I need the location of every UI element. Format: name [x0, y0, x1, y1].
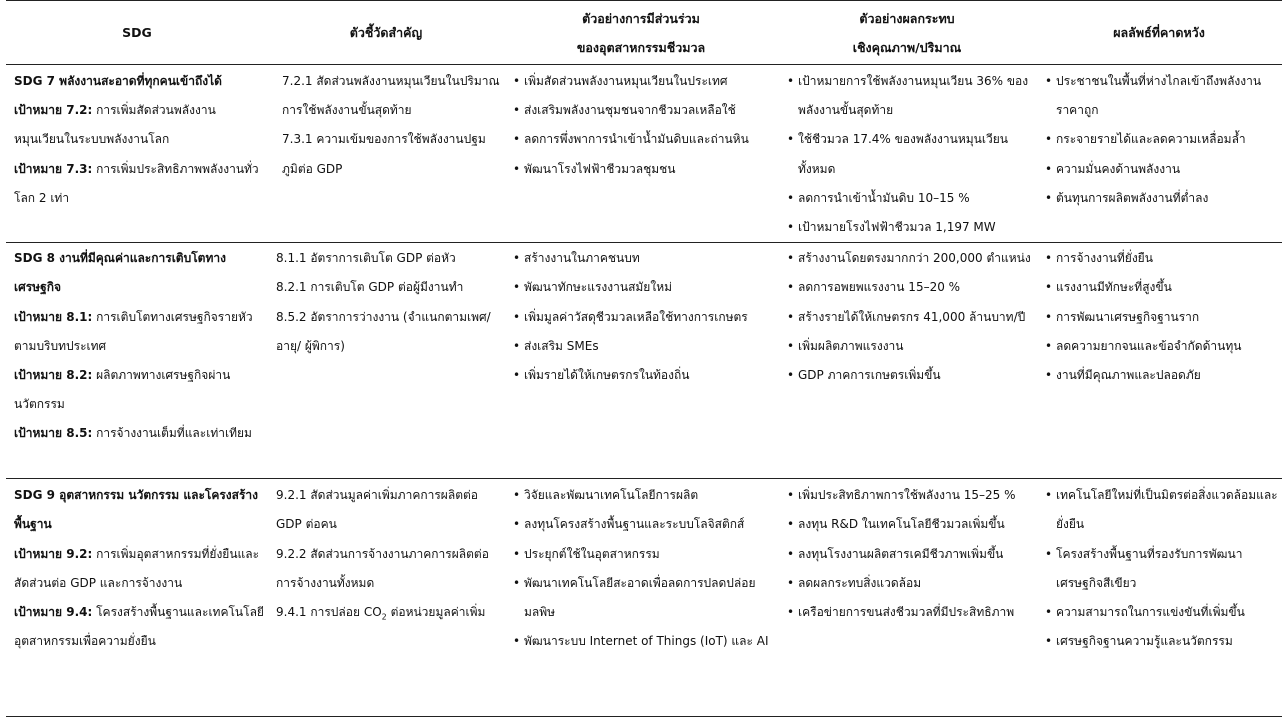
list-item: • ลดการนำเข้าน้ำมันดิบ 10–15 % [786, 184, 1032, 213]
table-row [6, 243, 1282, 479]
list-item: • ลงทุนโรงงานผลิตสารเคมีชีวภาพเพิ่มขึ้น [786, 540, 1032, 569]
list-item: • ลดการพึ่งพาการนำเข้าน้ำมันดิบและถ่านหิน [512, 125, 774, 154]
list-item: • ประชาชนในพื้นที่ห่างไกลเข้าถึงพลังงานราคาถูก [1044, 67, 1278, 125]
list-item: • สร้างรายได้ให้เกษตรกร 41,000 ล้านบาท/ปี [786, 303, 1032, 332]
indicator-item: 8.1.1 อัตราการเติบโต GDP ต่อหัว [276, 251, 456, 266]
impacts-cell [778, 479, 1036, 717]
sdg-goal-cell [6, 479, 268, 717]
list-item: • กระจายรายได้และลดความเหลื่อมล้ำ [1044, 125, 1278, 154]
contributions-cell [504, 479, 778, 717]
header-contributions: ตัวอย่างการมีส่วนร่วม ของอุตสาหกรรมชีวมวล [504, 1, 778, 65]
list-item: • สร้างงานในภาคชนบท [512, 244, 774, 273]
indicator-item: 8.5.2 อัตราการว่างงาน (จำแนกตามเพศ/ อายุ/ ผู้พิการ) [276, 309, 491, 353]
header-impacts: ตัวอย่างผลกระทบ เชิงคุณภาพ/ปริมาณ [778, 1, 1036, 65]
list-item: • ลดความยากจนและข้อจำกัดด้านทุน [1044, 332, 1278, 361]
table-row [6, 65, 1282, 243]
list-item: • พัฒนาระบบ Internet of Things (IoT) และ AI [512, 627, 774, 656]
list-item: • ส่งเสริม SMEs [512, 332, 774, 361]
list-item: • การจ้างงานที่ยั่งยืน [1044, 244, 1278, 273]
list-item: • พัฒนาทักษะแรงงานสมัยใหม่ [512, 273, 774, 302]
sdg-goal-title: SDG 7 พลังงานสะอาดที่ทุกคนเข้าถึงได้ [14, 74, 222, 88]
list-item: • ใช้ชีวมวล 17.4% ของพลังงานหมุนเวียนทั้งหมด [786, 125, 1032, 183]
list-item: • งานที่มีคุณภาพและปลอดภัย [1044, 361, 1278, 390]
list-item: • แรงงานมีทักษะที่สูงขึ้น [1044, 273, 1278, 302]
list-item: • เทคโนโลยีใหม่ที่เป็นมิตรต่อสิ่งแวดล้อมและยั่งยืน [1044, 481, 1278, 539]
indicator-item: 7.2.1 สัดส่วนพลังงานหมุนเวียนในปริมาณการใช้พลังงานขั้นสุดท้าย [282, 74, 500, 118]
list-item: • โครงสร้างพื้นฐานที่รองรับการพัฒนาเศรษฐกิจสีเขียว [1044, 540, 1278, 598]
list-item: • ลงทุน R&D ในเทคโนโลยีชีวมวลเพิ่มขึ้น [786, 510, 1032, 539]
header-row [6, 1, 1282, 65]
list-item: • วิจัยและพัฒนาเทคโนโลยีการผลิต [512, 481, 774, 510]
list-item: • ความสามารถในการแข่งขันที่เพิ่มขึ้น [1044, 598, 1278, 627]
list-item: • สร้างงานโดยตรงมากกว่า 200,000 ตำแหน่ง [786, 244, 1032, 273]
outcomes-cell [1036, 65, 1282, 243]
list-item: • ต้นทุนการผลิตพลังงานที่ต่ำลง [1044, 184, 1278, 213]
sdg-goal-cell [6, 65, 268, 243]
sdg-target: เป้าหมาย 8.5: การจ้างงานเต็มที่และเท่าเทียม [14, 426, 252, 441]
indicator-item: 9.2.1 สัดส่วนมูลค่าเพิ่มภาคการผลิตต่อ GDP ต่อคน [276, 488, 478, 532]
list-item: • เพิ่มสัดส่วนพลังงานหมุนเวียนในประเทศ [512, 67, 774, 96]
list-item: • ความมั่นคงด้านพลังงาน [1044, 155, 1278, 184]
impacts-cell [778, 243, 1036, 479]
list-item: • เพิ่มผลิตภาพแรงงาน [786, 332, 1032, 361]
contributions-cell [504, 65, 778, 243]
sdg-goal-title: SDG 9 อุตสาหกรรม นวัตกรรม และโครงสร้างพื้นฐาน [14, 488, 259, 532]
indicator-item: 7.3.1 ความเข้มของการใช้พลังงานปฐมภูมิต่อ GDP [282, 132, 486, 176]
outcomes-cell [1036, 479, 1282, 717]
sdg-goal-title: SDG 8 งานที่มีคุณค่าและการเติบโตทางเศรษฐกิจ [14, 251, 226, 295]
sdg-target: เป้าหมาย 7.3: การเพิ่มประสิทธิภาพพลังงานทั่วโลก 2 เท่า [14, 161, 259, 205]
list-item: • พัฒนาโรงไฟฟ้าชีวมวลชุมชน [512, 155, 774, 184]
sdg-target: เป้าหมาย 8.1: การเติบโตทางเศรษฐกิจรายหัวตามบริบทประเทศ [14, 309, 253, 353]
table-row [6, 479, 1282, 717]
list-item: • ลดการอพยพแรงงาน 15–20 % [786, 273, 1032, 302]
sdg-target: เป้าหมาย 7.2: การเพิ่มสัดส่วนพลังงานหมุนเวียนในระบบพลังงานโลก [14, 103, 216, 147]
list-item: • GDP ภาคการเกษตรเพิ่มขึ้น [786, 361, 1032, 390]
header-indicators: ตัวชี้วัดสำคัญ [268, 1, 504, 65]
list-item: • ส่งเสริมพลังงานชุมชนจากชีวมวลเหลือใช้ [512, 96, 774, 125]
impacts-cell [778, 65, 1036, 243]
list-item: • เพิ่มมูลค่าวัสดุชีวมวลเหลือใช้ทางการเกษตร [512, 303, 774, 332]
sdg-target: เป้าหมาย 8.2: ผลิตภาพทางเศรษฐกิจผ่านนวัตกรรม [14, 368, 231, 412]
list-item: • เพิ่มรายได้ให้เกษตรกรในท้องถิ่น [512, 361, 774, 390]
contributions-cell [504, 243, 778, 479]
list-item: • ลดผลกระทบสิ่งแวดล้อม [786, 569, 1032, 598]
list-item: • เป้าหมายการใช้พลังงานหมุนเวียน 36% ของพลังงานขั้นสุดท้าย [786, 67, 1032, 125]
indicators-cell [268, 479, 504, 717]
indicator-item-co2: 9.4.1 การปล่อย $CO_2$ ต่อหน่วยมูลค่าเพิ่ม [276, 605, 486, 622]
list-item: • พัฒนาเทคโนโลยีสะอาดเพื่อลดการปลดปล่อยมลพิษ [512, 569, 774, 627]
list-item: • เศรษฐกิจฐานความรู้และนวัตกรรม [1044, 627, 1278, 656]
indicator-item: 9.2.2 สัดส่วนการจ้างงานภาคการผลิตต่อการจ้างงานทั้งหมด [276, 546, 489, 590]
indicators-cell [268, 243, 504, 479]
sdg-target: เป้าหมาย 9.4: โครงสร้างพื้นฐานและเทคโนโลยีอุตสาหกรรมเพื่อความยั่งยืน [14, 605, 264, 649]
list-item: • เพิ่มประสิทธิภาพการใช้พลังงาน 15–25 % [786, 481, 1032, 510]
list-item: • เครือข่ายการขนส่งชีวมวลที่มีประสิทธิภาพ [786, 598, 1032, 627]
sdg-goal-cell [6, 243, 268, 479]
outcomes-cell [1036, 243, 1282, 479]
indicator-item: 8.2.1 การเติบโต GDP ต่อผู้มีงานทำ [276, 280, 464, 295]
sdg-target: เป้าหมาย 9.2: การเพิ่มอุตสาหกรรมที่ยั่งยืนและสัดส่วนต่อ GDP และการจ้างงาน [14, 546, 260, 590]
list-item: • ลงทุนโครงสร้างพื้นฐานและระบบโลจิสติกส์ [512, 510, 774, 539]
list-item: • การพัฒนาเศรษฐกิจฐานราก [1044, 303, 1278, 332]
sdg-table [6, 0, 1282, 717]
indicators-cell [268, 65, 504, 243]
header-outcomes: ผลลัพธ์ที่คาดหวัง [1036, 1, 1282, 65]
list-item: • เป้าหมายโรงไฟฟ้าชีวมวล 1,197 MW [786, 213, 1032, 242]
list-item: • ประยุกต์ใช้ในอุตสาหกรรม [512, 540, 774, 569]
header-sdg: SDG [6, 1, 268, 65]
